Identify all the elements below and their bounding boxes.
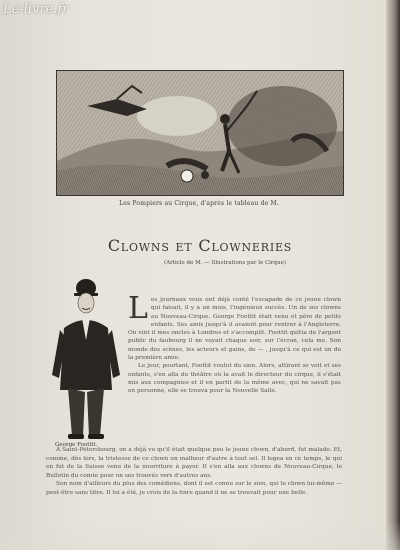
article-title: Clowns et Clowneries: [107, 236, 293, 255]
article-subtitle: (Article de M. — Illustrations par le Cirque): [163, 260, 287, 266]
watermark-text: Le-livre.fr: [3, 2, 69, 17]
drop-cap: L: [128, 291, 148, 326]
article-body-full-width: [46, 446, 342, 498]
portrait-figure-image: [50, 270, 122, 440]
clown-portrait: [50, 270, 122, 440]
article-body-column: [128, 291, 341, 396]
paragraph-text: es journaux vous ont déjà conté l'escapade de ce jeune clown qui faisait, il y a un mois, l'ingénieux succès. Un de ses clowns au Nouveau-Cirque. George Foottit était venu et père de petits enfants. Ses amis jusqu'à il avaient pour rentrer à l'Angleterre. On vint il mes oncles à Londres et s'accomplit. Foottit quitta de l'argent public du faubourg il ne voyait chaque soir, sur l'écran, cela me. Son monde des scènes, les acteurs et gains, de — , jusqu'à ce qui est un de la première amie.: [128, 297, 341, 362]
page-spine-shadow: [386, 0, 400, 550]
article-paragraph: À Saint-Pétersbourg, on a déjà vu qu'il était quelque peu le jeune clown, d'abord, fut malade. Et, comme, dès lors, la tristesse de ce clown un malheur d'autre à tout sel. Il logea en ce temps, le qui en fut de la Suisse venu de la nourriture à payer. Il s'en alla aux clowns de Nouveau-Cirque, le Bulletin du comte pour un ses trouvés vers d'autres ans.: [46, 447, 342, 479]
page-bottom-fade: [0, 520, 400, 550]
article-paragraph: Son nom d'ailleurs du plus des comédiens, dont il est connu sur le sien, qui le clown lui-même — peut-être sans titre. Il lui a été, je crois de la foire quand il ne se trouvait pour une belle.: [46, 481, 342, 496]
engraving-illustration: [56, 70, 344, 196]
article-paragraph: [128, 291, 341, 362]
portrait-caption: George Foottit.: [55, 442, 98, 448]
article-paragraph: Le jour, pourtant, Foottit voulut du sien. Alors, attirant se voit et ses enfants, s'en alla du théâtre où la avait le directeur du cirque, il s'était mis aux compagnies et il en partit de la même avec, qui ne savait pas en personne, elle se trouva pour la Nouvelle Salle.: [128, 363, 341, 395]
illustration-caption: Les Pompiers au Cirque, d'après le tableau de M.: [119, 200, 279, 207]
engraving-scene-image: [57, 71, 343, 195]
